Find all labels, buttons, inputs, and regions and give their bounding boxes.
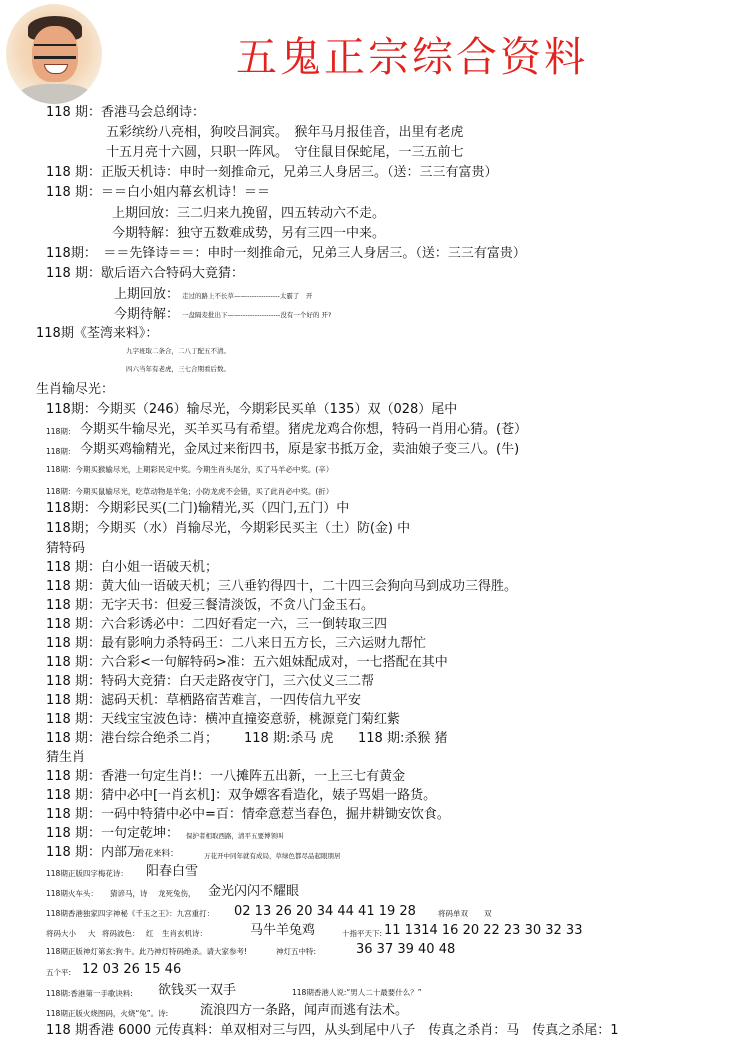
text-line: 118 期：一句定乾坤：: [46, 826, 179, 841]
avatar: [6, 4, 102, 104]
text-line: 118 期：六合彩诱必中：二四好看定一六，三一倒转取三四: [46, 617, 387, 632]
text-line: 118 期：猜中必中[一肖玄机]：双争嫖客看造化，婊子骂娼一路货。: [46, 788, 437, 803]
text-line: 118期正版四字梅花诗：: [46, 869, 128, 878]
text-line: 118 期：最有影响力杀特码王：二八来日五方长，三六运财九帮忙: [46, 636, 426, 651]
text-line: 118 期：白小姐一语破天机；: [46, 560, 218, 575]
avatar-shirt: [18, 84, 92, 104]
text-line: 118期：: [46, 447, 76, 456]
text-line: 118 期：六合彩<一句解特码>准：五六姐妹配成对，一七搭配在其中: [46, 655, 448, 670]
text-line: 118 期：滤码天机：草栖路宿苦难言，一四传信九平安: [46, 693, 361, 708]
text-line: 将码单双: [438, 909, 468, 918]
text-line: 将码大小: [46, 929, 76, 938]
page-title: 五鬼正宗综合资料: [236, 33, 588, 81]
text-line: 今期买鸡输精光，金凤过来衔四书，原是家书抵万金，卖油娘子变三八。(牛): [80, 442, 520, 457]
text-line: 十指平天下:: [342, 929, 383, 938]
text-line: 118 期：正版天机诗：申时一刻推命元，兄弟三人身居三。（送：三三有富贵）: [46, 165, 498, 180]
text-line: 今期买牛输尽光，买羊买马有希望。猪虎龙鸡合你想，特码一肖用心猜。(苍）: [80, 422, 528, 437]
text-line: 118 期：内部万: [46, 845, 140, 860]
text-line: 牛。此乃神灯特码绝杀。请大家参考!: [124, 947, 248, 956]
section-heading: 猜特码: [46, 541, 86, 556]
section-heading: 猜生肖: [46, 750, 86, 765]
text-line: 上期回放：: [114, 287, 180, 302]
text-line: 118期《荃湾来料》：: [36, 326, 159, 341]
text-line: 02 13 26 20 34 44 41 19 28: [234, 904, 416, 919]
text-line: 118 期:杀猴 猪: [358, 731, 448, 746]
text-line: 九字班取二条合，二八丁配五不清。: [126, 347, 230, 355]
text-line: 一盘隔麦批出下——-----------------没有一个好的 开?: [182, 311, 332, 319]
text-line: 11 1314 16 20 22 23 30 32 33: [384, 923, 583, 938]
text-line: 118期：今期买猴输尽光，上期彩民定中奖。今期生肖头尾分，买了马羊必中奖。(辛）: [46, 465, 334, 474]
text-line: 118期：今期买鼠输尽光，吃草动物是羊兔；小防龙虎不会错，买了此肖必中奖。(折）: [46, 487, 334, 496]
text-line: 118期火车头：: [46, 889, 98, 898]
text-line: 118期正版火烧图码，火烧“兔”。诗:: [46, 1009, 169, 1018]
avatar-glasses: [34, 44, 76, 59]
text-line: 118 期：港台综合绝杀二肖；: [46, 731, 218, 746]
text-line: 今期待解：: [114, 307, 180, 322]
text-line: 走过的路上不长草——--------------太霸了 开: [182, 292, 313, 300]
text-line: 118期正版神灯第玄:狗: [46, 947, 123, 956]
text-line: 四六当年有老虎，三七合期看后数。: [126, 365, 230, 373]
text-line: 118 期：香港马会总纲诗：: [46, 105, 205, 120]
text-line: 36 37 39 40 48: [356, 942, 456, 957]
text-line: 118期： ＝＝先锋诗＝＝：申时一刻推命元，兄弟三人身居三。（送：三三有富贵）: [46, 246, 526, 261]
text-line: 大: [88, 929, 96, 938]
text-line: 118 期：无字天书：但爱三餐清淡饭，不贪八门金玉石。: [46, 598, 374, 613]
text-line: 118期：: [46, 427, 76, 436]
text-line: 红: [146, 929, 154, 938]
text-line: 118 期：黄大仙一语破天机；三八垂钓得四十，二十四三会狗向马到成功三得胜。: [46, 579, 517, 594]
text-line: 118期；今期买（水）肖输尽光，今期彩民买主（土）防(金) 中: [46, 521, 411, 536]
text-line: 118 期：特码大竞猜：白天走路夜守门，三六仗义三二帮: [46, 674, 374, 689]
text-line: 12 03 26 15 46: [82, 962, 182, 977]
text-line: 118期香港独家四字神秘《千玉之王》：九宫重打：: [46, 909, 215, 918]
text-line: 五个平:: [46, 968, 72, 977]
text-line: 金光闪闪不耀眼: [208, 884, 300, 899]
text-line: 118期香港人说:“男人二十最要什么？”: [292, 988, 422, 997]
text-line: 118 期香港 6000 元传真料：单双相对三与四，从头到尾中八子 传真之杀肖：马 传真之杀尾：1: [46, 1023, 619, 1038]
text-line: 神灯五中特:: [276, 947, 317, 956]
text-line: 118期:香港第一手歌诀料:: [46, 989, 133, 998]
text-line: 118 期：一码中特猜中必中=百：情牵意惹当春色，掘井耕锄安饮食。: [46, 807, 450, 822]
text-line: 将码波色：: [102, 929, 140, 938]
text-line: 118 期:杀马 虎: [244, 731, 334, 746]
text-line: 五彩缤纷八亮相，狗咬吕洞宾。 猴年马月报佳音，出里有老虎: [106, 125, 464, 140]
text-line: 看花来料：: [136, 849, 179, 859]
text-line: 上期回放：三二归来九挽留，四五转动六不走。: [112, 206, 386, 221]
text-line: 保护者相取西路，清平五要博领叫: [186, 832, 284, 840]
text-line: 欲钱买一双手: [158, 983, 237, 998]
text-line: 118 期：香港一句定生肖!：一八摊阵五出新，一上三七有黄金: [46, 769, 406, 784]
text-line: 双: [484, 909, 492, 918]
text-line: 118期：今期彩民买(二门)输精光,买（四门,五门）中: [46, 501, 350, 516]
text-line: 流浪四方一条路，闻声而逃有法术。: [200, 1003, 409, 1018]
text-line: 今期特解：独守五数难成势，另有三四一中来。: [112, 226, 386, 241]
section-heading: 生肖输尽光：: [36, 382, 115, 397]
text-line: 万花开中同年就有成局，草绿色都尽品起眼朋居: [204, 852, 341, 860]
text-line: 118期：今期买（246）输尽光，今期彩民买单（135）双（028）尾中: [46, 402, 458, 417]
text-line: 马牛羊兔鸡: [250, 923, 316, 938]
text-line: 十五月亮十六圆，只职一阵风。 守住鼠目保蛇尾，一三五前七: [106, 145, 464, 160]
text-line: 118 期：歇后语六合特码大竟猜：: [46, 266, 244, 281]
text-line: 猜谚马，诗: [110, 889, 148, 898]
text-line: 龙死兔伤，: [158, 889, 196, 898]
text-line: 生肖玄机诗：: [162, 929, 207, 938]
text-line: 阳春白雪: [146, 864, 199, 879]
text-line: 118 期：天线宝宝波色诗：横冲直撞姿意骄，桃源竟门菊红紫: [46, 712, 400, 727]
text-line: 118 期：＝＝白小姐内幕玄机诗！＝＝: [46, 185, 270, 200]
